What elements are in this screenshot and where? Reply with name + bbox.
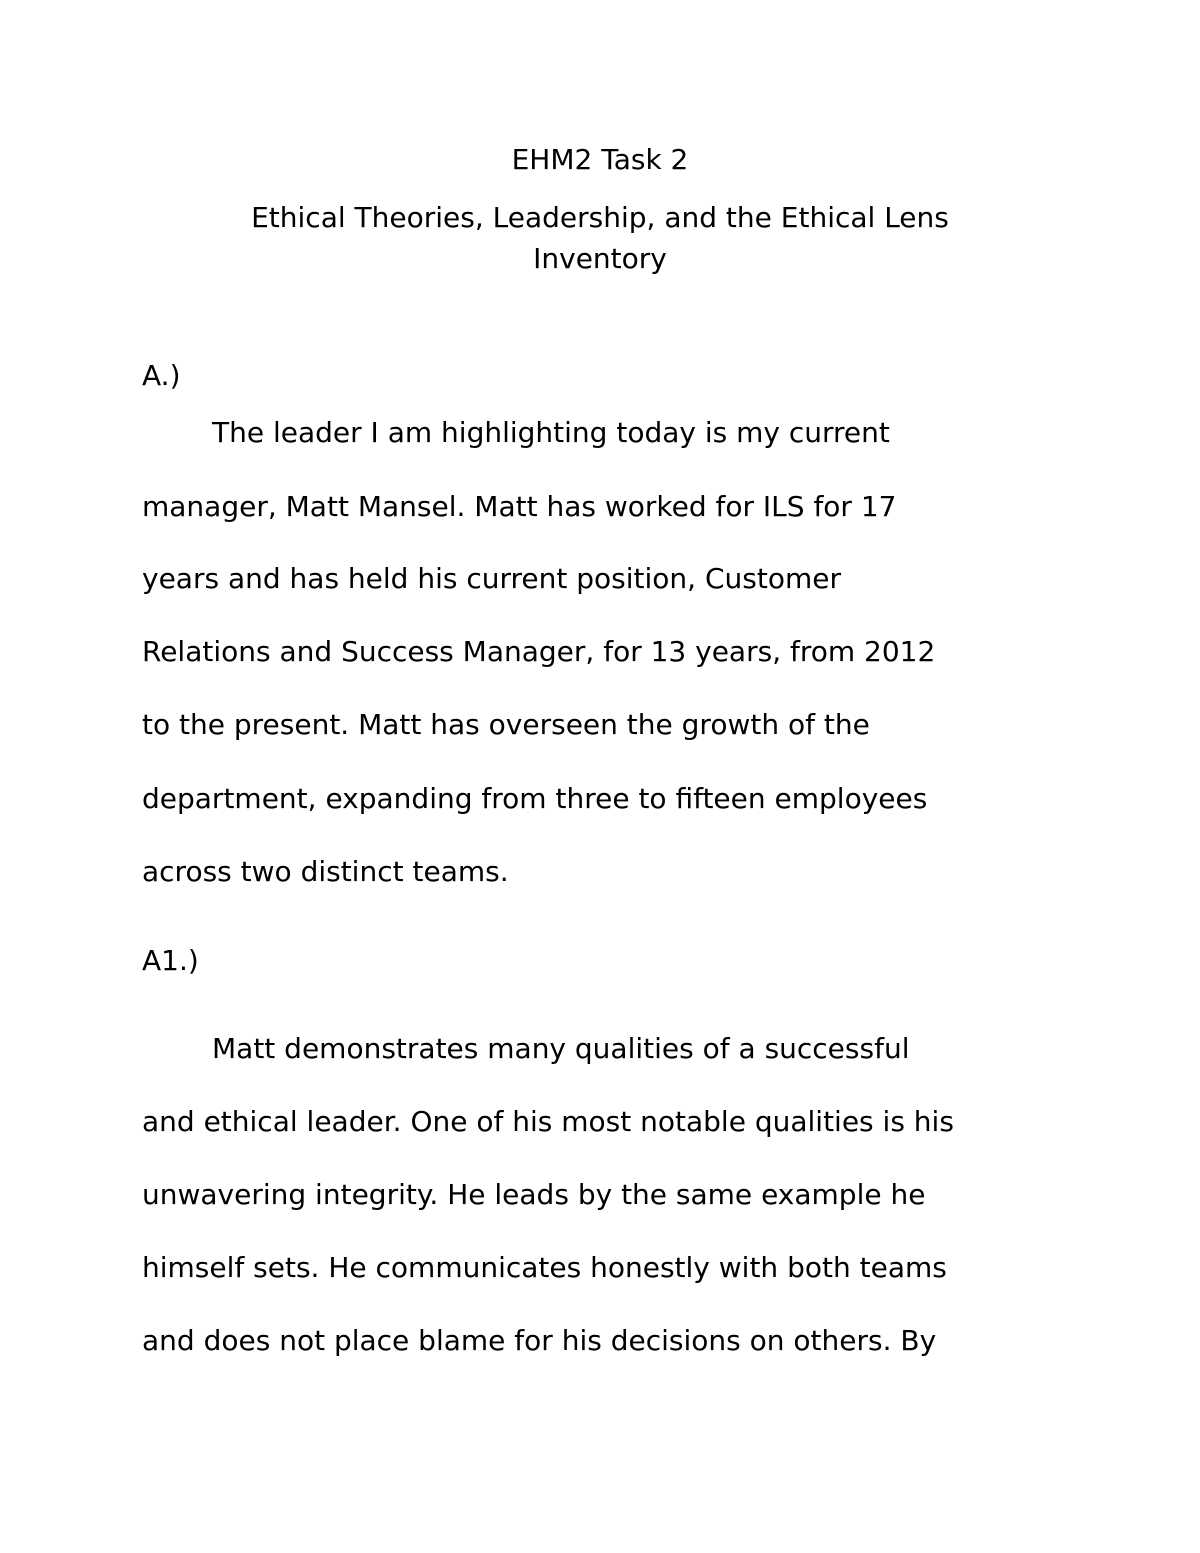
paragraph-line: and ethical leader. One of his most notable qualities is his [142,1105,954,1138]
paragraph-line: Matt demonstrates many qualities of a successful [212,1032,910,1065]
paragraph-line: Relations and Success Manager, for 13 years, from 2012 [142,635,936,668]
paragraph-line: unwavering integrity. He leads by the same example he [142,1178,926,1211]
paragraph-line: across two distinct teams. [142,855,509,888]
paragraph-line: years and has held his current position, Customer [142,562,841,595]
paragraph-line: himself sets. He communicates honestly with both teams [142,1251,947,1284]
section-a1-heading: A1.) [142,944,199,977]
document-title-line-2: Inventory [533,242,667,275]
document-title-line-1: Ethical Theories, Leadership, and the Ethical Lens [251,201,949,234]
paragraph-line: to the present. Matt has overseen the growth of the [142,708,870,741]
paragraph-line: and does not place blame for his decisions on others. By [142,1324,937,1357]
paragraph-line: manager, Matt Mansel. Matt has worked for ILS for 17 [142,490,897,523]
paragraph-line: department, expanding from three to fifteen employees [142,782,928,815]
section-a-heading: A.) [142,359,181,392]
task-heading: EHM2 Task 2 [511,143,689,176]
paragraph-line: The leader I am highlighting today is my current [212,416,890,449]
